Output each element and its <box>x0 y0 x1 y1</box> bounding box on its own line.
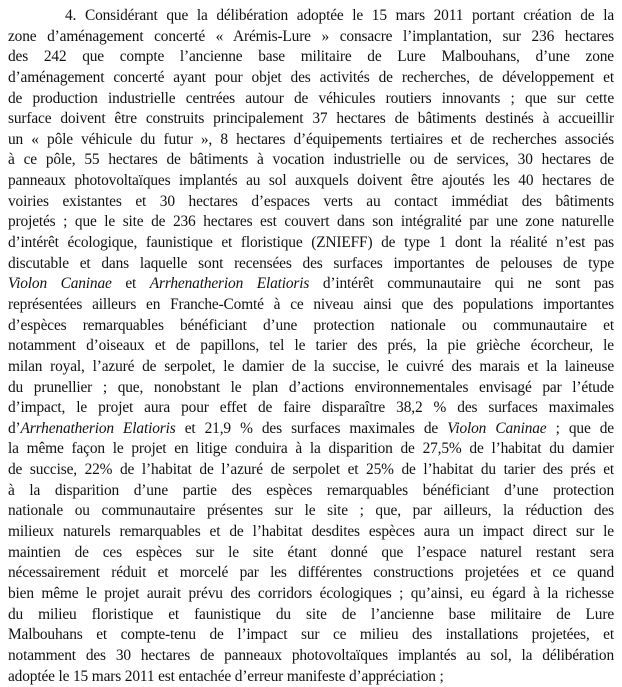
text-line <box>8 667 614 687</box>
text-run: surface doivent être construits principalement 37 hectares de bâtiments destinés à accueillir <box>8 110 614 127</box>
text-run: adoptée le 15 mars 2011 est entachée d’erreur manifeste d’appréciation ; <box>8 668 444 685</box>
text-line <box>8 522 614 543</box>
text-run: bien même le projet aurait prévu des corridors écologiques ; qu’ainsi, eu égard à la richesse <box>8 585 614 602</box>
text-line <box>8 357 614 378</box>
text-run: d’impact, le projet aura pour effet de faire disparaître 38,2 % des surfaces maximales <box>8 399 614 416</box>
text-line <box>8 192 614 213</box>
text-line <box>8 646 614 667</box>
text-run: projetés ; que le site de 236 hectares est couvert dans son intégralité par une zone naturelle <box>8 213 614 230</box>
text-line <box>8 68 614 89</box>
italic-species-name: Arrhenatherion Elatioris <box>21 420 176 437</box>
text-line <box>8 150 614 171</box>
text-run: ; que de <box>546 420 614 437</box>
italic-species-name: Arrhenatherion Elatioris <box>150 275 310 292</box>
text-run: d’espèces remarquables bénéficiant d’une protection nationale ou communautaire et <box>8 317 614 334</box>
text-run: Malbouhans et compte-tenu de l’impact sur ce milieu des installations projetées, et <box>8 626 614 643</box>
text-run: maintien de ces espèces sur le site étant donné que l’espace naturel restant sera <box>8 544 614 561</box>
text-run: un « pôle véhicule du futur », 8 hectares d’équipements tertiaires et de recherches associés <box>8 131 614 148</box>
text-line <box>8 398 614 419</box>
text-line <box>8 130 614 151</box>
text-line <box>8 27 614 48</box>
text-run: nécessairement réduit et morcelé par les différentes constructions projetées et ce quand <box>8 564 614 581</box>
text-line <box>8 439 614 460</box>
text-run: 4. Considérant que la délibération adoptée le 15 mars 2011 portant création de la <box>65 7 614 24</box>
text-run: et <box>112 275 150 292</box>
text-line <box>8 481 614 502</box>
text-line <box>8 212 614 233</box>
text-run: du milieu floristique et faunistique du site de l’ancienne base militaire de Lure <box>8 606 614 623</box>
text-line <box>8 605 614 626</box>
text-run: d’aménagement concerté ayant pour objet des activités de recherches, de développement et <box>8 69 614 86</box>
text-run: d’intérêt communautaire qui ne sont pas <box>309 275 614 292</box>
text-line <box>8 584 614 605</box>
text-run: milieux naturels remarquables et de l’habitat desdites espèces aura un impact direct sur le <box>8 523 614 540</box>
text-line <box>8 6 614 27</box>
text-run: du prunellier ; que, nonobstant le plan d’actions environnementales envisagé par l’étude <box>8 379 614 396</box>
text-run: panneaux photovoltaïques implantés au sol auxquels doivent être ajoutés les 40 hectares de <box>8 172 614 189</box>
text-line <box>8 625 614 646</box>
text-line <box>8 378 614 399</box>
text-run: zone d’aménagement concerté « Arémis-Lure » consacre l’implantation, sur 236 hectares <box>8 28 614 45</box>
text-line <box>8 171 614 192</box>
text-run: et 21,9 % des surfaces maximales de <box>176 420 448 437</box>
text-run: à ce pôle, 55 hectares de bâtiments à vocation industrielle ou de services, 30 hectares de <box>8 151 614 168</box>
text-run: nationale ou communautaire présentes sur le site ; que, par ailleurs, la réduction des <box>8 502 614 519</box>
paragraph-considerant-4 <box>8 6 614 687</box>
italic-species-name: Violon Caninae <box>8 275 112 292</box>
text-run: notamment d’oiseaux et de papillons, tel le tarier des prés, la pie grièche écorcheur, le <box>8 337 614 354</box>
italic-species-name: Violon Caninae <box>447 420 546 437</box>
text-run: d’intérêt écologique, faunistique et floristique (ZNIEFF) de type 1 dont la réalité n’est pas <box>8 234 614 251</box>
text-line <box>8 316 614 337</box>
text-run: de production industrielle centrées autour de véhicules routiers innovants ; que sur cette <box>8 90 614 107</box>
text-line <box>8 47 614 68</box>
text-line <box>8 109 614 130</box>
text-line <box>8 295 614 316</box>
text-line <box>8 274 614 295</box>
text-run: discutable et dans laquelle sont recensées des surfaces importantes de pelouses de type <box>8 255 614 272</box>
text-line <box>8 336 614 357</box>
text-run: des 242 que compte l’ancienne base militaire de Lure Malbouhans, d’une zone <box>8 48 614 65</box>
text-line <box>8 233 614 254</box>
text-run: de succise, 22% de l’habitat de l’azuré de serpolet et 25% de l’habitat du tarier des prés et <box>8 461 614 478</box>
text-line <box>8 460 614 481</box>
text-run: voiries existantes et 30 hectares d’espaces verts au contact immédiat des bâtiments <box>8 193 614 210</box>
text-run: la même façon le projet en litige conduira à la disparition de 27,5% de l’habitat du damier <box>8 440 614 457</box>
text-run: d’ <box>8 420 21 437</box>
text-line <box>8 89 614 110</box>
text-line <box>8 543 614 564</box>
text-run: à la disparition d’une partie des espèces remarquables bénéficiant d’une protection <box>8 482 614 499</box>
text-line <box>8 563 614 584</box>
text-line <box>8 419 614 440</box>
text-line <box>8 254 614 275</box>
text-run: représentées ailleurs en Franche-Comté à ce niveau ainsi que des populations importantes <box>8 296 614 313</box>
text-run: milan royal, l’azuré de serpolet, le damier de la succise, le cuivré des marais et la laineuse <box>8 358 614 375</box>
text-line <box>8 501 614 522</box>
text-run: notamment des 30 hectares de panneaux photovoltaïques implantés au sol, la délibération <box>8 647 614 664</box>
